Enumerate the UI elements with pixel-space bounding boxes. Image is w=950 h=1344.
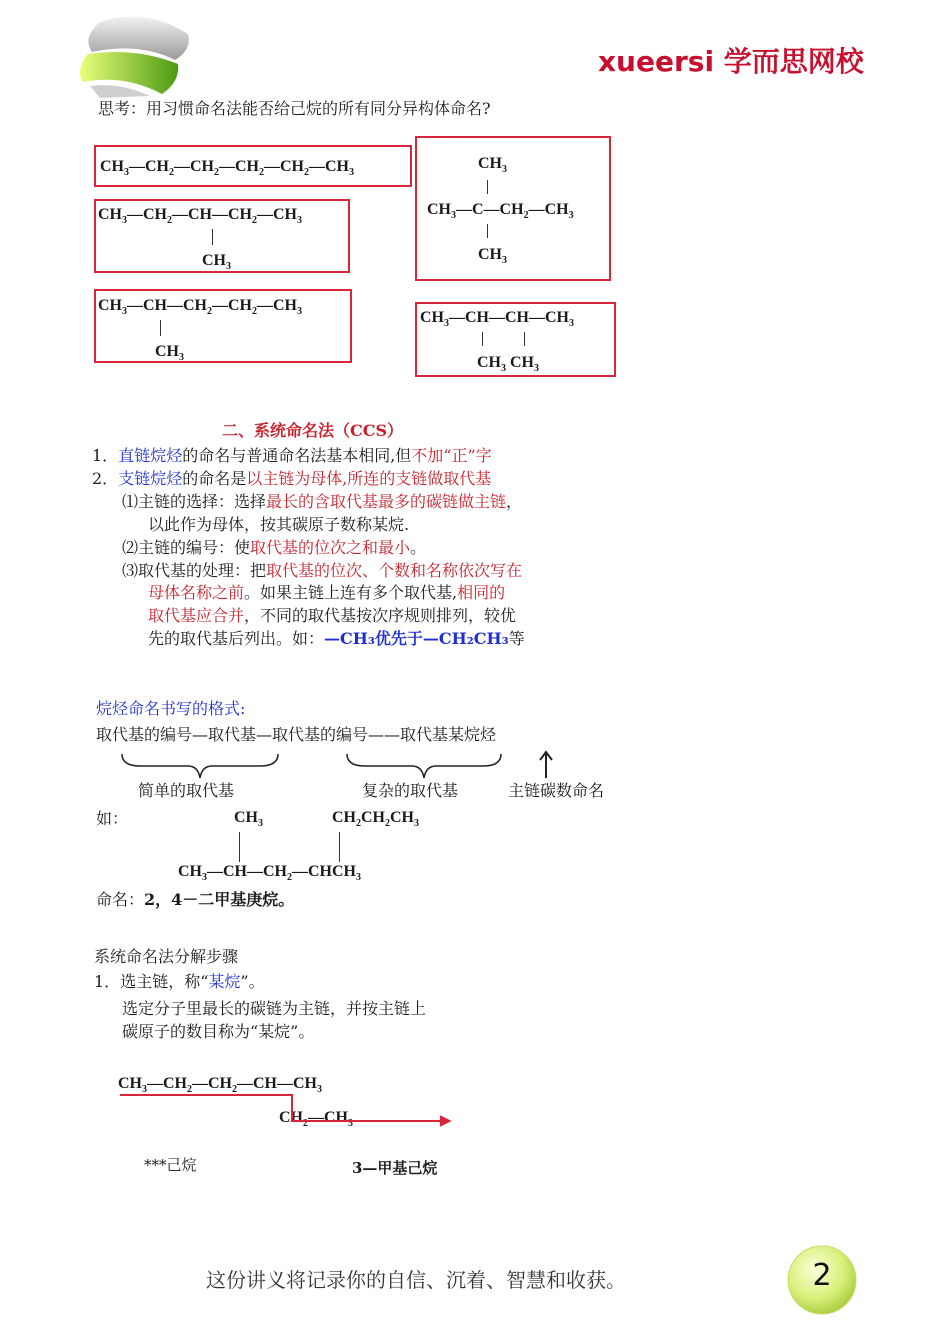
step-1: 1．选主链，称“某烷”。: [94, 972, 265, 991]
isomer-4-top: $CH_3$: [478, 155, 507, 176]
brand-chinese: 学而思网校: [723, 45, 864, 78]
step-1-desc-1: 选定分子里最长的碳链为主链，并按主链上: [122, 999, 427, 1018]
page-number: 2: [812, 1258, 832, 1293]
steps-title: 系统命名法分解步骤: [94, 947, 239, 966]
brace-simple-label: 简单的取代基: [138, 781, 235, 800]
brace-complex-label: 复杂的取代基: [362, 781, 459, 800]
isomer-4-bottom: $CH_3$: [478, 246, 507, 267]
step-label-left: ***己烷: [144, 1156, 197, 1174]
example-name: 命名：2，4－二甲基庚烷。: [96, 890, 295, 909]
example-prefix: 如：: [96, 809, 129, 828]
arrow-label: 主链碳数命名: [508, 781, 605, 800]
isomer-3-formula: $CH_3—CH—CH_2—CH_2—CH_3$: [98, 297, 302, 318]
example-branch-methyl: $CH_3$: [234, 809, 263, 830]
question-text: 思考：用习惯命名法能否给己烷的所有同分异构体命名?: [98, 99, 491, 118]
format-title: 烷烃命名书写的格式:: [96, 699, 246, 718]
isomer-5-branches: $CH_3$ $CH_3$: [477, 354, 539, 375]
format-line: 取代基的编号—取代基—取代基的编号——取代基某烷烃: [96, 725, 497, 744]
rule-2-sub3-line2: 母体名称之前。如果主链上连有多个取代基,相同的: [148, 583, 506, 602]
step-label-right: 3—甲基己烷: [352, 1159, 438, 1177]
step-1-desc-2: 碳原子的数目称为“某烷”。: [122, 1022, 315, 1041]
isomer-3-branch: $CH_3$: [155, 343, 184, 364]
isomer-4-formula: $CH_3—C—CH_2—CH_3$: [427, 201, 574, 222]
rule-1: 1．直链烷烃的命名与普通命名法基本相同,但不加“正”字: [92, 446, 492, 465]
rule-2-sub1-line2: 以此作为母体，按其碳原子数称某烷.: [148, 515, 410, 534]
rule-2-sub1-line1: ⑴主链的选择：选择最长的含取代基最多的碳链做主链，: [122, 492, 523, 511]
step-chain-top: $CH_3—CH_2—CH_2—CH—CH_3$: [118, 1075, 322, 1096]
isomer-1-formula: $CH_3—CH_2—CH_2—CH_2—CH_2—CH_3$: [100, 158, 354, 179]
example-main-chain: $CH_3—CH—CH_2—CHCH_3$: [178, 863, 361, 884]
rule-2-sub3-line1: ⑶取代基的处理：把取代基的位次、个数和名称依次写在: [122, 561, 523, 580]
rule-2: 2．支链烷烃的命名是以主链为母体,所连的支链做取代基: [92, 469, 492, 488]
rule-2-sub2: ⑵主链的编号：使取代基的位次之和最小。: [122, 538, 427, 557]
brand-latin: xueersi: [598, 45, 715, 78]
step-chain-bottom: $CH_2—CH_3$: [279, 1109, 353, 1130]
section2-title: 二、系统命名法（CCS）: [222, 421, 404, 440]
isomer-2-formula: $CH_3—CH_2—CH—CH_2—CH_3$: [98, 206, 302, 227]
isomer-5-formula: $CH_3—CH—CH—CH_3$: [420, 309, 574, 330]
isomer-2-branch: $CH_3$: [202, 252, 231, 273]
rule-2-sub3-line4: 先的取代基后列出。如：—CH₃优先于—CH₂CH₃等: [148, 629, 525, 648]
example-branch-propyl: $CH_2CH_2CH_3$: [332, 809, 419, 830]
rule-2-sub3-line3: 取代基应合并，不同的取代基按次序规则排列，较优: [148, 606, 517, 625]
footer-motto: 这份讲义将记录你的自信、沉着、智慧和收获。: [206, 1268, 626, 1292]
